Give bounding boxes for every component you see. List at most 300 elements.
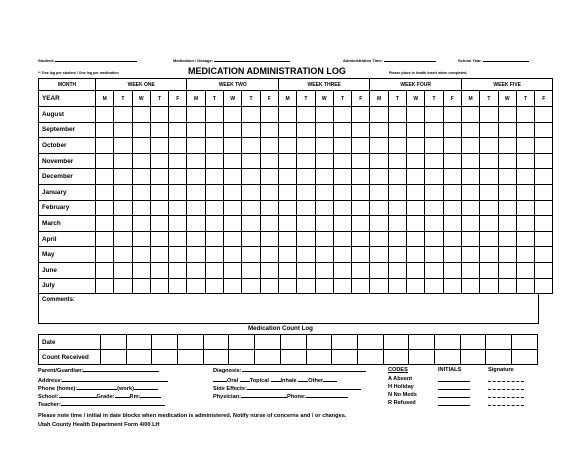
initials-line[interactable] [438,397,470,398]
date-block[interactable] [114,169,132,185]
date-block[interactable] [425,107,443,123]
date-block[interactable] [388,138,406,154]
date-block[interactable] [96,153,114,169]
count-log-cell[interactable] [178,335,204,350]
date-block[interactable] [169,153,187,169]
date-block[interactable] [388,169,406,185]
physician-field[interactable] [213,394,348,401]
date-block[interactable] [461,153,479,169]
phone-home-field[interactable] [38,386,158,393]
date-block[interactable] [132,262,150,278]
date-block[interactable] [516,138,534,154]
date-block[interactable] [96,231,114,247]
date-block[interactable] [114,138,132,154]
date-block[interactable] [352,169,370,185]
date-block[interactable] [205,200,223,216]
date-block[interactable] [425,231,443,247]
count-log-cell[interactable] [332,335,358,350]
date-block[interactable] [242,200,260,216]
date-block[interactable] [352,278,370,294]
date-block[interactable] [205,184,223,200]
date-block[interactable] [297,278,315,294]
count-log-cell[interactable] [152,335,178,350]
date-block[interactable] [242,169,260,185]
date-block[interactable] [132,231,150,247]
date-block[interactable] [205,262,223,278]
date-block[interactable] [480,216,498,232]
date-block[interactable] [516,200,534,216]
date-block[interactable] [480,107,498,123]
date-block[interactable] [242,153,260,169]
initials-line[interactable] [438,405,470,406]
date-block[interactable] [114,262,132,278]
date-block[interactable] [333,262,351,278]
date-block[interactable] [498,247,516,263]
date-block[interactable] [150,231,168,247]
date-block[interactable] [443,216,461,232]
date-block[interactable] [297,247,315,263]
date-block[interactable] [443,153,461,169]
date-block[interactable] [498,153,516,169]
date-block[interactable] [278,262,296,278]
address-field[interactable] [38,378,168,385]
school-year-field[interactable] [458,58,529,63]
count-log-cell[interactable] [255,335,281,350]
signature-line[interactable] [488,405,524,406]
date-block[interactable] [278,247,296,263]
date-block[interactable] [187,200,205,216]
date-block[interactable] [498,262,516,278]
date-block[interactable] [96,138,114,154]
count-log-cell[interactable] [409,335,435,350]
date-block[interactable] [370,216,388,232]
date-block[interactable] [498,200,516,216]
date-block[interactable] [187,153,205,169]
count-log-cell[interactable] [357,335,383,350]
date-block[interactable] [315,122,333,138]
date-block[interactable] [315,278,333,294]
date-block[interactable] [498,216,516,232]
date-block[interactable] [333,107,351,123]
date-block[interactable] [535,122,553,138]
date-block[interactable] [388,278,406,294]
date-block[interactable] [114,184,132,200]
date-block[interactable] [224,107,242,123]
signature-line[interactable] [488,389,524,390]
date-block[interactable] [242,262,260,278]
student-field[interactable] [38,58,137,63]
date-block[interactable] [278,107,296,123]
comments-box[interactable] [38,293,539,324]
date-block[interactable] [480,278,498,294]
school-field[interactable] [38,394,161,401]
date-block[interactable] [315,262,333,278]
date-block[interactable] [278,184,296,200]
date-block[interactable] [169,231,187,247]
date-block[interactable] [114,247,132,263]
date-block[interactable] [352,153,370,169]
route-options[interactable] [213,378,337,385]
date-block[interactable] [242,107,260,123]
date-block[interactable] [132,216,150,232]
date-block[interactable] [352,184,370,200]
date-block[interactable] [114,278,132,294]
date-block[interactable] [315,216,333,232]
date-block[interactable] [425,169,443,185]
count-log-cell[interactable] [280,350,306,365]
date-block[interactable] [278,122,296,138]
date-block[interactable] [333,247,351,263]
date-block[interactable] [96,247,114,263]
date-block[interactable] [132,278,150,294]
date-block[interactable] [187,138,205,154]
date-block[interactable] [187,262,205,278]
teacher-field[interactable] [38,402,165,409]
date-block[interactable] [278,216,296,232]
date-block[interactable] [187,278,205,294]
side-effects-field[interactable] [213,386,361,393]
date-block[interactable] [461,278,479,294]
date-block[interactable] [242,231,260,247]
date-block[interactable] [132,107,150,123]
date-block[interactable] [516,122,534,138]
date-block[interactable] [169,107,187,123]
date-block[interactable] [425,247,443,263]
date-block[interactable] [443,122,461,138]
date-block[interactable] [114,153,132,169]
date-block[interactable] [498,184,516,200]
date-block[interactable] [242,122,260,138]
diagnosis-field[interactable] [213,368,366,375]
date-block[interactable] [169,138,187,154]
count-log-cell[interactable] [357,350,383,365]
date-block[interactable] [516,169,534,185]
date-block[interactable] [407,153,425,169]
date-block[interactable] [187,169,205,185]
date-block[interactable] [333,122,351,138]
date-block[interactable] [461,122,479,138]
date-block[interactable] [443,278,461,294]
count-log-cell[interactable] [101,350,127,365]
date-block[interactable] [278,200,296,216]
date-block[interactable] [333,169,351,185]
date-block[interactable] [498,231,516,247]
date-block[interactable] [516,216,534,232]
date-block[interactable] [169,169,187,185]
count-log-cell[interactable] [101,335,127,350]
date-block[interactable] [333,153,351,169]
date-block[interactable] [461,262,479,278]
date-block[interactable] [205,169,223,185]
date-block[interactable] [443,184,461,200]
date-block[interactable] [480,138,498,154]
date-block[interactable] [242,278,260,294]
date-block[interactable] [315,247,333,263]
count-log-cell[interactable] [383,350,409,365]
date-block[interactable] [224,184,242,200]
date-block[interactable] [260,231,278,247]
date-block[interactable] [224,231,242,247]
date-block[interactable] [315,138,333,154]
date-block[interactable] [370,138,388,154]
date-block[interactable] [370,169,388,185]
date-block[interactable] [461,247,479,263]
date-block[interactable] [297,216,315,232]
date-block[interactable] [370,122,388,138]
date-block[interactable] [388,122,406,138]
date-block[interactable] [535,153,553,169]
date-block[interactable] [370,262,388,278]
date-block[interactable] [388,107,406,123]
date-block[interactable] [461,200,479,216]
count-log-cell[interactable] [460,350,486,365]
date-block[interactable] [388,247,406,263]
date-block[interactable] [480,200,498,216]
date-block[interactable] [461,231,479,247]
date-block[interactable] [443,169,461,185]
date-block[interactable] [352,231,370,247]
date-block[interactable] [132,184,150,200]
date-block[interactable] [370,153,388,169]
date-block[interactable] [205,122,223,138]
date-block[interactable] [407,231,425,247]
date-block[interactable] [297,169,315,185]
date-block[interactable] [407,169,425,185]
date-block[interactable] [352,247,370,263]
date-block[interactable] [461,138,479,154]
date-block[interactable] [224,262,242,278]
date-block[interactable] [480,184,498,200]
date-block[interactable] [516,278,534,294]
date-block[interactable] [96,122,114,138]
date-block[interactable] [297,107,315,123]
date-block[interactable] [407,200,425,216]
date-block[interactable] [535,184,553,200]
date-block[interactable] [370,184,388,200]
count-log-cell[interactable] [383,335,409,350]
date-block[interactable] [425,262,443,278]
date-block[interactable] [443,231,461,247]
date-block[interactable] [516,107,534,123]
date-block[interactable] [224,216,242,232]
date-block[interactable] [516,184,534,200]
date-block[interactable] [260,169,278,185]
date-block[interactable] [114,122,132,138]
date-block[interactable] [169,262,187,278]
date-block[interactable] [480,247,498,263]
date-block[interactable] [205,278,223,294]
count-log-cell[interactable] [126,350,152,365]
date-block[interactable] [96,107,114,123]
date-block[interactable] [315,153,333,169]
count-log-cell[interactable] [178,350,204,365]
date-block[interactable] [150,184,168,200]
date-block[interactable] [187,184,205,200]
date-block[interactable] [425,216,443,232]
date-block[interactable] [535,247,553,263]
date-block[interactable] [187,247,205,263]
date-block[interactable] [370,278,388,294]
count-log-cell[interactable] [126,335,152,350]
date-block[interactable] [297,200,315,216]
date-block[interactable] [315,169,333,185]
date-block[interactable] [132,122,150,138]
date-block[interactable] [242,216,260,232]
date-block[interactable] [443,107,461,123]
signature-line[interactable] [488,397,524,398]
date-block[interactable] [407,216,425,232]
date-block[interactable] [260,247,278,263]
date-block[interactable] [150,169,168,185]
date-block[interactable] [187,231,205,247]
date-block[interactable] [224,138,242,154]
date-block[interactable] [169,122,187,138]
parent-field[interactable] [38,368,159,375]
date-block[interactable] [388,200,406,216]
date-block[interactable] [150,107,168,123]
date-block[interactable] [169,247,187,263]
date-block[interactable] [260,153,278,169]
date-block[interactable] [388,153,406,169]
date-block[interactable] [224,247,242,263]
date-block[interactable] [480,169,498,185]
date-block[interactable] [169,184,187,200]
date-block[interactable] [388,262,406,278]
date-block[interactable] [150,216,168,232]
count-log-cell[interactable] [332,350,358,365]
date-block[interactable] [370,231,388,247]
date-block[interactable] [352,216,370,232]
count-log-cell[interactable] [152,350,178,365]
date-block[interactable] [407,138,425,154]
date-block[interactable] [535,216,553,232]
date-block[interactable] [278,153,296,169]
date-block[interactable] [297,231,315,247]
date-block[interactable] [150,153,168,169]
date-block[interactable] [114,216,132,232]
date-block[interactable] [242,138,260,154]
date-block[interactable] [352,262,370,278]
date-block[interactable] [150,278,168,294]
date-block[interactable] [370,200,388,216]
count-log-cell[interactable] [203,350,229,365]
date-block[interactable] [425,138,443,154]
date-block[interactable] [260,200,278,216]
date-block[interactable] [480,122,498,138]
date-block[interactable] [516,247,534,263]
date-block[interactable] [114,231,132,247]
date-block[interactable] [407,247,425,263]
date-block[interactable] [132,169,150,185]
count-log-cell[interactable] [512,350,538,365]
date-block[interactable] [187,122,205,138]
date-block[interactable] [278,138,296,154]
date-block[interactable] [498,169,516,185]
date-block[interactable] [498,122,516,138]
count-log-cell[interactable] [486,350,512,365]
date-block[interactable] [96,278,114,294]
date-block[interactable] [297,262,315,278]
date-block[interactable] [333,184,351,200]
date-block[interactable] [205,107,223,123]
count-log-cell[interactable] [409,350,435,365]
date-block[interactable] [461,216,479,232]
date-block[interactable] [114,107,132,123]
date-block[interactable] [352,122,370,138]
date-block[interactable] [407,278,425,294]
date-block[interactable] [224,200,242,216]
date-block[interactable] [516,231,534,247]
date-block[interactable] [407,184,425,200]
date-block[interactable] [315,107,333,123]
count-log-cell[interactable] [434,335,460,350]
date-block[interactable] [388,216,406,232]
date-block[interactable] [242,247,260,263]
date-block[interactable] [169,278,187,294]
date-block[interactable] [535,231,553,247]
date-block[interactable] [205,153,223,169]
date-block[interactable] [224,122,242,138]
date-block[interactable] [205,216,223,232]
date-block[interactable] [516,262,534,278]
date-block[interactable] [407,262,425,278]
date-block[interactable] [260,278,278,294]
date-block[interactable] [96,216,114,232]
date-block[interactable] [535,138,553,154]
count-log-cell[interactable] [306,335,332,350]
date-block[interactable] [315,231,333,247]
date-block[interactable] [352,200,370,216]
medication-field[interactable] [173,58,290,63]
date-block[interactable] [96,262,114,278]
date-block[interactable] [132,138,150,154]
count-log-cell[interactable] [203,335,229,350]
date-block[interactable] [535,262,553,278]
date-block[interactable] [333,278,351,294]
date-block[interactable] [333,138,351,154]
date-block[interactable] [224,153,242,169]
date-block[interactable] [297,138,315,154]
date-block[interactable] [224,278,242,294]
date-block[interactable] [260,184,278,200]
date-block[interactable] [443,138,461,154]
date-block[interactable] [461,184,479,200]
date-block[interactable] [150,122,168,138]
date-block[interactable] [150,262,168,278]
date-block[interactable] [169,216,187,232]
date-block[interactable] [278,169,296,185]
date-block[interactable] [535,278,553,294]
date-block[interactable] [443,247,461,263]
date-block[interactable] [96,169,114,185]
initials-line[interactable] [438,381,470,382]
date-block[interactable] [498,278,516,294]
date-block[interactable] [425,278,443,294]
date-block[interactable] [352,107,370,123]
date-block[interactable] [278,231,296,247]
date-block[interactable] [260,262,278,278]
date-block[interactable] [535,169,553,185]
date-block[interactable] [187,107,205,123]
date-block[interactable] [388,184,406,200]
date-block[interactable] [132,247,150,263]
date-block[interactable] [132,200,150,216]
date-block[interactable] [150,247,168,263]
date-block[interactable] [169,200,187,216]
count-log-cell[interactable] [306,350,332,365]
count-log-cell[interactable] [434,350,460,365]
count-log-cell[interactable] [229,350,255,365]
